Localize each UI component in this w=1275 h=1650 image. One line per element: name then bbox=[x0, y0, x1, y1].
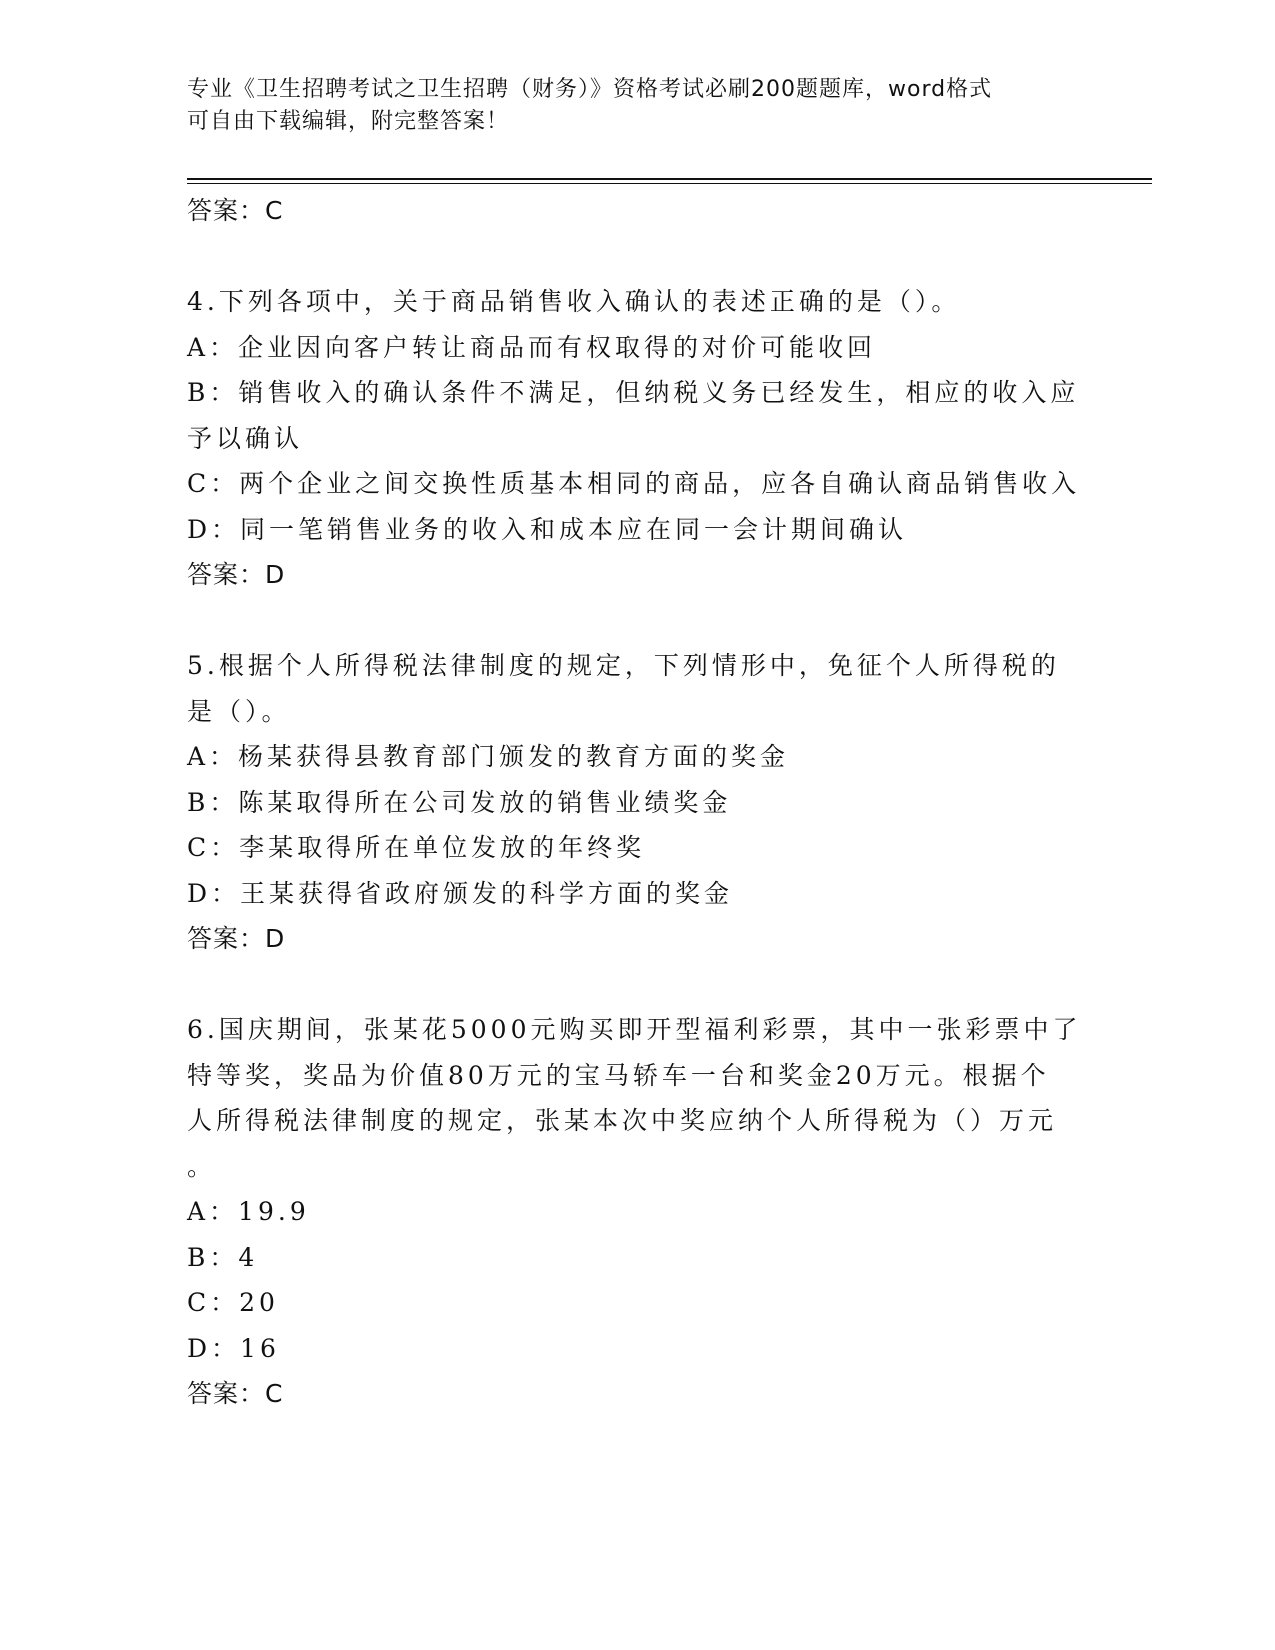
question-6-option-c: C：20 bbox=[187, 1288, 279, 1317]
document-header bbox=[187, 74, 1067, 138]
question-4-option-c: C：两个企业之间交换性质基本相同的商品，应各自确认商品销售收入 bbox=[187, 469, 1081, 498]
question-4 bbox=[187, 279, 1087, 598]
question-4-answer: 答案：D bbox=[187, 560, 286, 589]
spacer bbox=[187, 598, 1087, 643]
question-4-option-b-line-1: B：销售收入的确认条件不满足，但纳税义务已经发生，相应的收入应 bbox=[187, 378, 1080, 407]
header-line-2: 可自由下载编辑，附完整答案！ bbox=[187, 109, 510, 134]
question-6-answer: 答案：C bbox=[187, 1379, 284, 1408]
question-6-option-d: D：16 bbox=[187, 1333, 280, 1363]
question-5-option-d: D：王某获得省政府颁发的科学方面的奖金 bbox=[187, 878, 734, 908]
question-6-option-a: A：19.9 bbox=[187, 1197, 310, 1226]
header-divider-thick bbox=[187, 178, 1152, 180]
question-6-stem-line-1: 6.国庆期间，张某花5000元购买即开型福利彩票，其中一张彩票中了 bbox=[187, 1015, 1082, 1044]
question-5-option-c: C：李某取得所在单位发放的年终奖 bbox=[187, 833, 646, 862]
question-4-stem: 4.下列各项中，关于商品销售收入确认的表述正确的是（）。 bbox=[187, 287, 961, 316]
question-5 bbox=[187, 643, 1087, 962]
spacer bbox=[187, 962, 1087, 1007]
question-6 bbox=[187, 1007, 1087, 1417]
question-5-stem-line-1: 5.根据个人所得税法律制度的规定，下列情形中，免征个人所得税的 bbox=[187, 651, 1060, 680]
header-line-1: 专业《卫生招聘考试之卫生招聘（财务）》资格考试必刷200题题库，word格式 bbox=[187, 77, 993, 102]
question-list bbox=[187, 188, 1087, 1417]
question-6-stem-line-3: 人所得税法律制度的规定，张某本次中奖应纳个人所得税为（）万元 bbox=[187, 1106, 1058, 1135]
previous-answer: 答案：C bbox=[187, 196, 284, 225]
question-5-option-b: B：陈某取得所在公司发放的销售业绩奖金 bbox=[187, 787, 732, 817]
question-5-stem-line-2: 是（）。 bbox=[187, 696, 291, 726]
question-4-option-b-line-2: 予以确认 bbox=[187, 423, 304, 453]
question-6-option-b: B：4 bbox=[187, 1242, 259, 1272]
question-4-option-a: A：企业因向客户转让商品而有权取得的对价可能收回 bbox=[187, 332, 877, 362]
question-6-stem-line-2: 特等奖，奖品为价值80万元的宝马轿车一台和奖金20万元。根据个 bbox=[187, 1060, 1050, 1090]
spacer bbox=[187, 234, 1087, 279]
question-5-option-a: A：杨某获得县教育部门颁发的教育方面的奖金 bbox=[187, 742, 790, 771]
question-5-answer: 答案：D bbox=[187, 924, 286, 953]
header-divider-thin bbox=[187, 183, 1152, 184]
question-4-option-d: D：同一笔销售业务的收入和成本应在同一会计期间确认 bbox=[187, 514, 908, 544]
question-6-stem-line-4: 。 bbox=[187, 1151, 217, 1181]
